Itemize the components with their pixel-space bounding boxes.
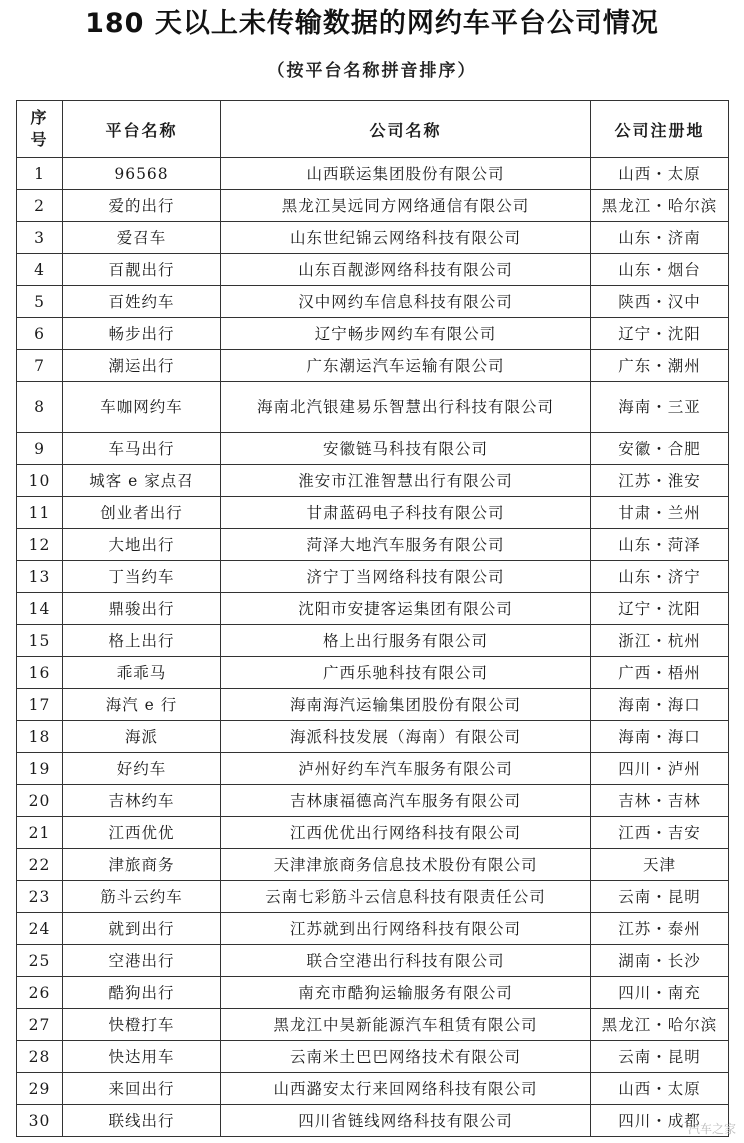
cell-platform: 津旅商务 [63, 849, 221, 881]
cell-location: 四川・泸州 [591, 753, 729, 785]
table-row [17, 913, 729, 945]
table-row [17, 222, 729, 254]
cell-platform: 丁当约车 [63, 561, 221, 593]
cell-location: 黑龙江・哈尔滨 [591, 190, 729, 222]
table-row [17, 318, 729, 350]
cell-company: 山西潞安太行来回网络科技有限公司 [221, 1073, 591, 1105]
cell-seq: 7 [17, 350, 63, 382]
cell-location: 山东・济宁 [591, 561, 729, 593]
cell-location: 四川・成都 [591, 1105, 729, 1137]
cell-seq: 22 [17, 849, 63, 881]
table-row [17, 1073, 729, 1105]
cell-seq: 12 [17, 529, 63, 561]
table-row [17, 286, 729, 318]
table-header-row [17, 101, 729, 158]
cell-platform: 车马出行 [63, 433, 221, 465]
table-row [17, 625, 729, 657]
table-row [17, 881, 729, 913]
cell-company: 山东世纪锦云网络科技有限公司 [221, 222, 591, 254]
table-row [17, 497, 729, 529]
cell-company: 安徽链马科技有限公司 [221, 433, 591, 465]
cell-company: 海派科技发展（海南）有限公司 [221, 721, 591, 753]
cell-location: 云南・昆明 [591, 881, 729, 913]
cell-platform: 爱的出行 [63, 190, 221, 222]
cell-location: 辽宁・沈阳 [591, 318, 729, 350]
cell-location: 天津 [591, 849, 729, 881]
cell-seq: 1 [17, 158, 63, 190]
cell-company: 吉林康福德高汽车服务有限公司 [221, 785, 591, 817]
cell-company: 黑龙江中昊新能源汽车租赁有限公司 [221, 1009, 591, 1041]
table-row [17, 561, 729, 593]
cell-company: 海南北汽银建易乐智慧出行科技有限公司 [221, 382, 591, 433]
cell-location: 黑龙江・哈尔滨 [591, 1009, 729, 1041]
table-row [17, 689, 729, 721]
table-row [17, 657, 729, 689]
cell-seq: 15 [17, 625, 63, 657]
cell-location: 山东・菏泽 [591, 529, 729, 561]
cell-company: 天津津旅商务信息技术股份有限公司 [221, 849, 591, 881]
cell-location: 浙江・杭州 [591, 625, 729, 657]
header-platform: 平台名称 [63, 101, 221, 158]
table-row [17, 785, 729, 817]
cell-seq: 17 [17, 689, 63, 721]
cell-platform: 96568 [63, 158, 221, 190]
cell-company: 济宁丁当网络科技有限公司 [221, 561, 591, 593]
cell-company: 黑龙江昊远同方网络通信有限公司 [221, 190, 591, 222]
cell-seq: 9 [17, 433, 63, 465]
cell-company: 四川省链线网络科技有限公司 [221, 1105, 591, 1137]
cell-platform: 鼎骏出行 [63, 593, 221, 625]
table-row [17, 721, 729, 753]
cell-location: 山东・济南 [591, 222, 729, 254]
cell-platform: 酷狗出行 [63, 977, 221, 1009]
cell-company: 南充市酷狗运输服务有限公司 [221, 977, 591, 1009]
cell-platform: 爱召车 [63, 222, 221, 254]
cell-platform: 城客 e 家点召 [63, 465, 221, 497]
cell-platform: 大地出行 [63, 529, 221, 561]
table-row [17, 977, 729, 1009]
cell-seq: 27 [17, 1009, 63, 1041]
cell-location: 江苏・淮安 [591, 465, 729, 497]
table-row [17, 158, 729, 190]
cell-seq: 10 [17, 465, 63, 497]
cell-platform: 联线出行 [63, 1105, 221, 1137]
cell-platform: 空港出行 [63, 945, 221, 977]
table-row [17, 529, 729, 561]
cell-platform: 快橙打车 [63, 1009, 221, 1041]
cell-company: 沈阳市安捷客运集团有限公司 [221, 593, 591, 625]
cell-location: 海南・三亚 [591, 382, 729, 433]
table-row [17, 350, 729, 382]
table-row [17, 1009, 729, 1041]
cell-seq: 20 [17, 785, 63, 817]
table-row [17, 254, 729, 286]
cell-seq: 29 [17, 1073, 63, 1105]
cell-seq: 25 [17, 945, 63, 977]
header-location: 公司注册地 [591, 101, 729, 158]
cell-location: 江西・吉安 [591, 817, 729, 849]
cell-seq: 6 [17, 318, 63, 350]
table-row [17, 849, 729, 881]
platform-table [16, 100, 729, 1137]
cell-location: 山东・烟台 [591, 254, 729, 286]
header-company: 公司名称 [221, 101, 591, 158]
cell-platform: 车咖网约车 [63, 382, 221, 433]
cell-platform: 好约车 [63, 753, 221, 785]
cell-seq: 23 [17, 881, 63, 913]
cell-location: 陕西・汉中 [591, 286, 729, 318]
header-seq: 序号 [17, 101, 63, 158]
cell-seq: 24 [17, 913, 63, 945]
cell-location: 四川・南充 [591, 977, 729, 1009]
cell-location: 湖南・长沙 [591, 945, 729, 977]
cell-company: 广西乐驰科技有限公司 [221, 657, 591, 689]
cell-seq: 16 [17, 657, 63, 689]
table-row [17, 593, 729, 625]
cell-seq: 26 [17, 977, 63, 1009]
cell-location: 甘肃・兰州 [591, 497, 729, 529]
table-row [17, 465, 729, 497]
cell-company: 山东百靓澎网络科技有限公司 [221, 254, 591, 286]
table-row [17, 1041, 729, 1073]
cell-company: 格上出行服务有限公司 [221, 625, 591, 657]
table-row [17, 945, 729, 977]
cell-seq: 19 [17, 753, 63, 785]
cell-seq: 8 [17, 382, 63, 433]
cell-platform: 来回出行 [63, 1073, 221, 1105]
cell-location: 江苏・泰州 [591, 913, 729, 945]
cell-seq: 13 [17, 561, 63, 593]
cell-location: 山西・太原 [591, 1073, 729, 1105]
table-row [17, 382, 729, 433]
cell-location: 广西・梧州 [591, 657, 729, 689]
cell-platform: 百姓约车 [63, 286, 221, 318]
cell-company: 淮安市江淮智慧出行有限公司 [221, 465, 591, 497]
cell-platform: 海汽 e 行 [63, 689, 221, 721]
cell-seq: 14 [17, 593, 63, 625]
cell-platform: 乖乖马 [63, 657, 221, 689]
cell-location: 山西・太原 [591, 158, 729, 190]
cell-seq: 4 [17, 254, 63, 286]
cell-company: 海南海汽运输集团股份有限公司 [221, 689, 591, 721]
cell-company: 云南米土巴巴网络技术有限公司 [221, 1041, 591, 1073]
cell-location: 吉林・吉林 [591, 785, 729, 817]
table-row [17, 190, 729, 222]
table-row [17, 817, 729, 849]
cell-platform: 格上出行 [63, 625, 221, 657]
cell-platform: 吉林约车 [63, 785, 221, 817]
cell-company: 云南七彩筋斗云信息科技有限责任公司 [221, 881, 591, 913]
document-subtitle: （按平台名称拼音排序） [267, 61, 477, 81]
cell-platform: 筋斗云约车 [63, 881, 221, 913]
cell-company: 江苏就到出行网络科技有限公司 [221, 913, 591, 945]
cell-company: 辽宁畅步网约车有限公司 [221, 318, 591, 350]
cell-platform: 江西优优 [63, 817, 221, 849]
table-row [17, 1105, 729, 1137]
cell-seq: 11 [17, 497, 63, 529]
cell-company: 联合空港出行科技有限公司 [221, 945, 591, 977]
cell-company: 山西联运集团股份有限公司 [221, 158, 591, 190]
cell-location: 海南・海口 [591, 689, 729, 721]
cell-location: 云南・昆明 [591, 1041, 729, 1073]
cell-platform: 百靓出行 [63, 254, 221, 286]
cell-company: 汉中网约车信息科技有限公司 [221, 286, 591, 318]
document-title: 180 天以上未传输数据的网约车平台公司情况 [85, 8, 659, 39]
cell-seq: 5 [17, 286, 63, 318]
cell-company: 泸州好约车汽车服务有限公司 [221, 753, 591, 785]
cell-platform: 快达用车 [63, 1041, 221, 1073]
cell-platform: 创业者出行 [63, 497, 221, 529]
table-row [17, 753, 729, 785]
cell-seq: 18 [17, 721, 63, 753]
cell-location: 广东・潮州 [591, 350, 729, 382]
cell-seq: 21 [17, 817, 63, 849]
cell-seq: 28 [17, 1041, 63, 1073]
cell-platform: 就到出行 [63, 913, 221, 945]
cell-company: 广东潮运汽车运输有限公司 [221, 350, 591, 382]
cell-location: 辽宁・沈阳 [591, 593, 729, 625]
cell-platform: 潮运出行 [63, 350, 221, 382]
cell-company: 菏泽大地汽车服务有限公司 [221, 529, 591, 561]
cell-platform: 畅步出行 [63, 318, 221, 350]
cell-company: 甘肃蓝码电子科技有限公司 [221, 497, 591, 529]
watermark-text: 汽车之家 [687, 1122, 736, 1136]
table-row [17, 433, 729, 465]
cell-company: 江西优优出行网络科技有限公司 [221, 817, 591, 849]
cell-platform: 海派 [63, 721, 221, 753]
cell-location: 安徽・合肥 [591, 433, 729, 465]
cell-seq: 2 [17, 190, 63, 222]
cell-location: 海南・海口 [591, 721, 729, 753]
cell-seq: 30 [17, 1105, 63, 1137]
cell-seq: 3 [17, 222, 63, 254]
